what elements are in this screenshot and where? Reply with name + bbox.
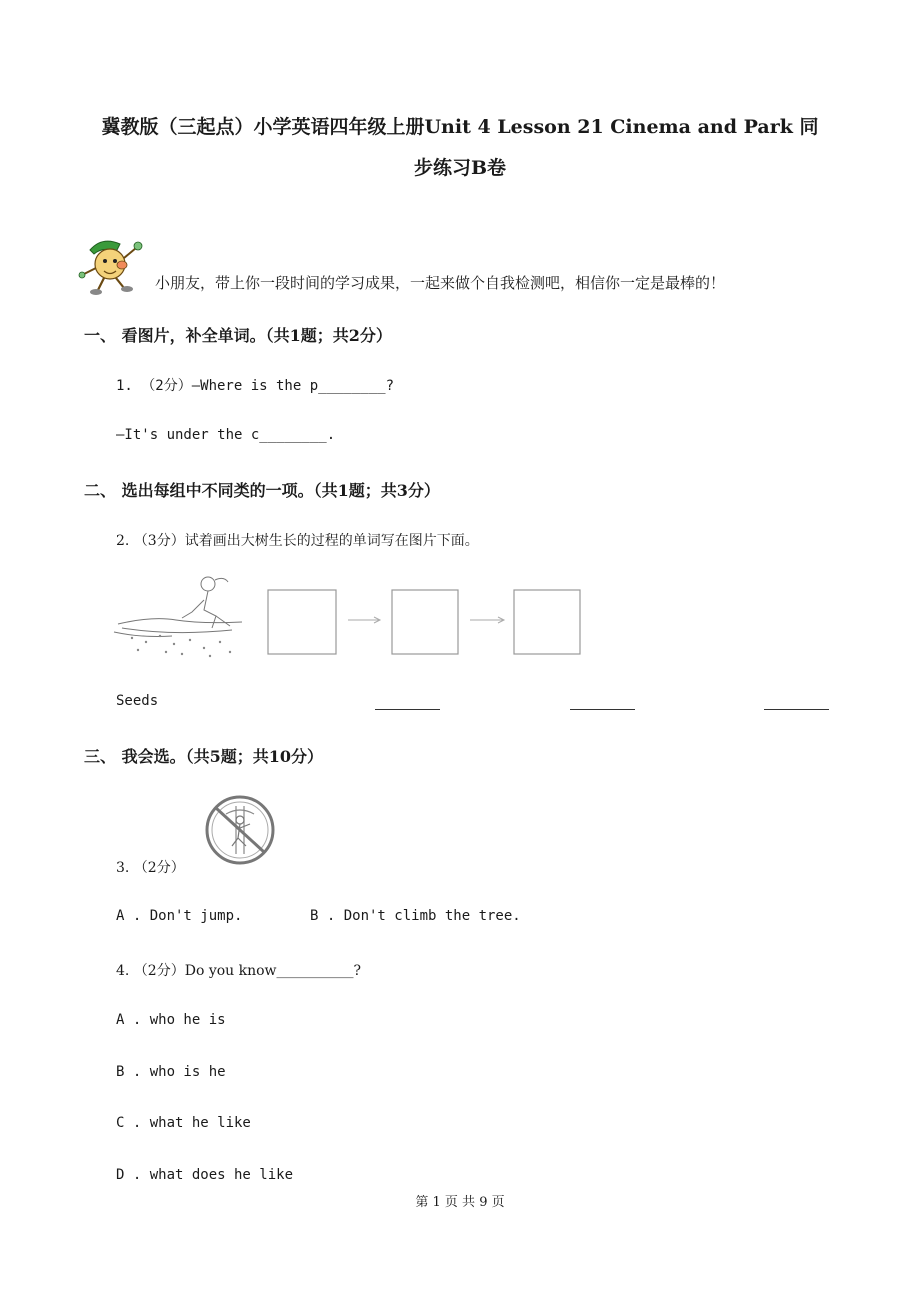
arrow-icon: [348, 617, 380, 623]
question-4-option-c[interactable]: C . what he like: [116, 1115, 251, 1131]
mascot-illustration: [76, 234, 148, 298]
arrow-icon: [470, 617, 504, 623]
drawing-box-1: [268, 590, 336, 654]
seeds-label: Seeds: [116, 693, 159, 709]
page-footer: 第 1 页 共 9 页: [415, 1195, 505, 1210]
no-climbing-sign-icon: [202, 792, 278, 868]
question-1-line1: 1. （2分）—Where is the p________?: [116, 378, 395, 394]
question-4-prompt: 4. （2分）Do you know___________?: [116, 963, 362, 979]
question-3-option-b[interactable]: B . Don't climb the tree.: [310, 908, 521, 924]
question-4-option-d[interactable]: D . what does he like: [116, 1167, 294, 1183]
tree-growth-illustration: [112, 572, 590, 662]
document-title-line1: 冀教版（三起点）小学英语四年级上册Unit 4 Lesson 21 Cinema and Park 同: [101, 116, 819, 138]
answer-blank-1[interactable]: [375, 709, 440, 710]
question-3-option-a[interactable]: A . Don't jump.: [116, 908, 243, 924]
question-2-prompt: 2. （3分）试着画出大树生长的过程的单词写在图片下面。: [116, 533, 479, 549]
intro-text: 小朋友，带上你一段时间的学习成果，一起来做个自我检测吧，相信你一定是最棒的！: [155, 274, 726, 292]
drawing-box-3: [514, 590, 580, 654]
answer-blank-3[interactable]: [764, 709, 829, 710]
document-title-line2: 步练习B卷: [413, 157, 507, 179]
answer-blank-2[interactable]: [570, 709, 635, 710]
question-3-prompt: 3. （2分）: [116, 860, 185, 876]
question-4-option-b[interactable]: B . who is he: [116, 1064, 226, 1080]
question-4-option-a[interactable]: A . who he is: [116, 1012, 226, 1028]
section-heading-2: 二、 选出每组中不同类的一项。（共1题；共3分）: [84, 481, 440, 500]
question-1-line2: —It's under the c________.: [116, 427, 336, 443]
seeds-dots: [131, 635, 231, 657]
section-heading-3: 三、 我会选。（共5题；共10分）: [84, 747, 323, 766]
section-heading-1: 一、 看图片，补全单词。（共1题；共2分）: [84, 326, 392, 345]
girl-planting-seeds-drawing: [114, 577, 242, 637]
drawing-box-2: [392, 590, 458, 654]
